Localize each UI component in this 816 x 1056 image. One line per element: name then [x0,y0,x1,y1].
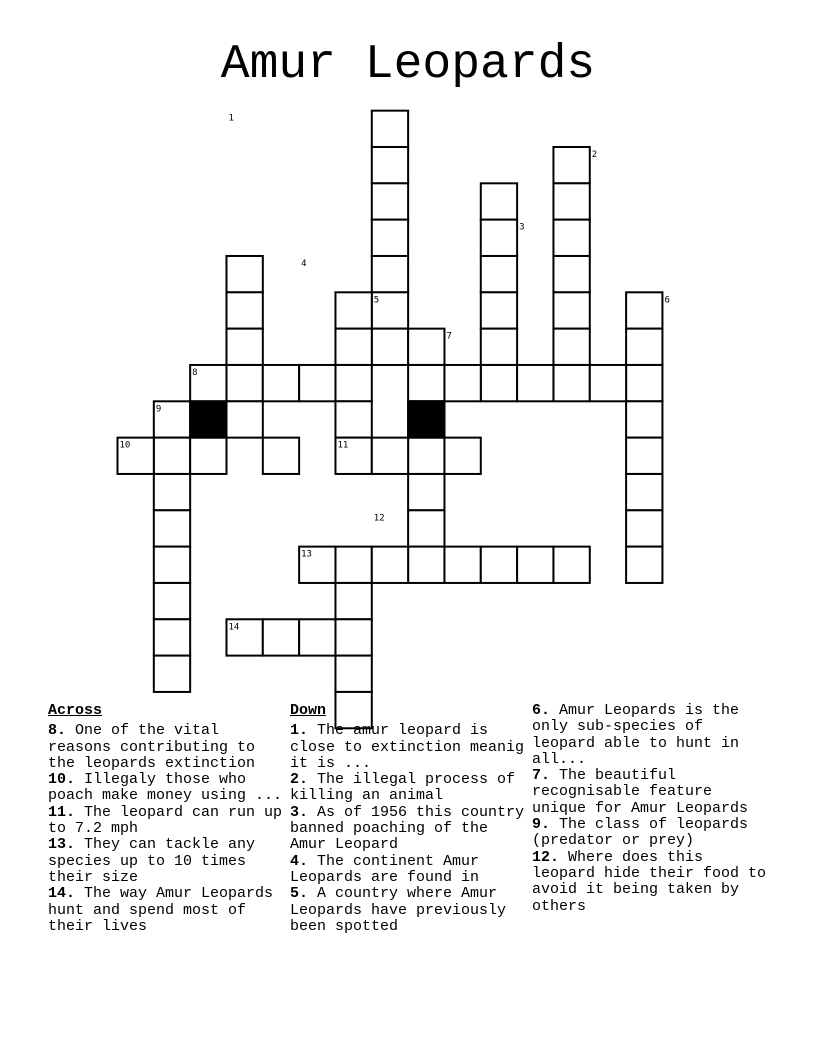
clue-across-8: 8. One of the vital reasons contributing to the leopards extinction [48,722,256,772]
grid-cell[interactable] [372,220,408,256]
grid-cell[interactable] [481,329,517,365]
grid-cell[interactable] [408,510,444,546]
grid-cell[interactable] [154,583,190,619]
grid-cell[interactable] [444,438,480,474]
grid-cell[interactable] [335,547,371,583]
grid-cell[interactable] [444,365,480,401]
clue-down-2: 2. The illegal process of killing an animal [290,771,516,805]
grid-cell[interactable] [553,329,589,365]
grid-cell[interactable] [372,147,408,183]
clue-across-13: 13. They can tackle any species up to 10 times their size [48,836,256,886]
down-heading: Down [290,702,327,719]
grid-cell[interactable] [226,365,262,401]
grid-cell[interactable] [626,329,662,365]
grid-cell[interactable] [335,583,371,619]
grid-cell[interactable] [626,401,662,437]
grid-cell[interactable] [335,656,371,692]
across-heading: Across [48,702,103,719]
grid-cell[interactable] [335,401,371,437]
down-clues-column-2 [532,703,768,915]
clue-down-1: 1. The amur leopard is close to extinction meanig it is ... [290,722,525,772]
grid-cell[interactable] [408,329,444,365]
cell-number: 3 [519,222,525,233]
clue-across-10: 10. Illegaly those who poach make money using ... [48,771,283,805]
cell-number: 6 [664,295,670,306]
grid-cell[interactable] [335,292,371,328]
grid-cell[interactable] [335,619,371,655]
grid-cell[interactable] [626,547,662,583]
grid-cell[interactable] [408,365,444,401]
grid-cell[interactable] [299,365,335,401]
grid-cell[interactable] [553,547,589,583]
grid-cell[interactable] [299,619,335,655]
grid-cell[interactable] [154,438,190,474]
grid-cell[interactable] [444,547,480,583]
cell-number: 8 [192,367,198,378]
grid-cell[interactable] [335,365,371,401]
grid-cell[interactable] [154,474,190,510]
grid-cell[interactable] [372,183,408,219]
clue-across-11: 11. The leopard can run up to 7.2 mph [48,803,283,838]
cell-number: 7 [446,331,452,342]
grid-cell[interactable] [517,547,553,583]
grid-cell[interactable] [263,365,299,401]
grid-cell[interactable] [372,547,408,583]
grid-cell[interactable] [263,619,299,655]
across-clues [48,703,284,935]
black-cell [190,401,226,437]
cell-number: 2 [591,149,598,160]
clue-across-14: 14. The way Amur Leopards hunt and spend most of their lives [48,885,274,935]
grid-cell[interactable] [335,329,371,365]
grid-cell[interactable] [553,183,589,219]
grid-cell[interactable] [154,547,190,583]
grid-cell[interactable] [481,292,517,328]
black-cell [408,401,444,437]
grid-cell[interactable] [626,365,662,401]
grid-cell[interactable] [553,292,589,328]
grid-cell[interactable] [553,256,589,292]
grid-cell[interactable] [372,111,408,147]
clue-down-7: 7. The beautiful recognisable feature unique for Amur Leopards [532,767,749,817]
grid-cell[interactable] [626,474,662,510]
grid-cell[interactable] [553,220,589,256]
clue-down-12: 12. Where does this leopard hide their food to avoid it being taken by others [532,848,767,915]
clue-down-5: 5. A country where Amur Leopards have previously been spotted [290,885,507,935]
grid-cell[interactable] [408,547,444,583]
grid-cell[interactable] [190,438,226,474]
grid-cell[interactable] [154,510,190,546]
grid-cell[interactable] [553,365,589,401]
grid-cell[interactable] [408,474,444,510]
grid-cell[interactable] [226,292,262,328]
grid-cell[interactable] [590,365,626,401]
grid-cell[interactable] [408,438,444,474]
cell-number: 10 [119,440,131,451]
cell-number: 14 [228,622,240,633]
grid-cell[interactable] [372,256,408,292]
grid-cell[interactable] [626,510,662,546]
cell-number: 13 [301,549,312,560]
grid-cell[interactable] [626,292,662,328]
grid-cell[interactable] [372,329,408,365]
grid-cell[interactable] [154,656,190,692]
clue-down-3: 3. As of 1956 this country banned poaching of the Amur Leopard [290,803,525,854]
puzzle-title: Amur Leopards [220,38,596,92]
cell-number: 11 [337,440,349,451]
grid-cell[interactable] [226,401,262,437]
cell-number: 9 [155,404,162,415]
grid-cell[interactable] [517,365,553,401]
grid-cell[interactable] [626,438,662,474]
clue-down-9: 9. The class of leopards (predator or prey) [532,816,749,850]
grid-cell[interactable] [226,329,262,365]
cell-number: 5 [373,295,380,306]
cell-number: 4 [301,258,307,269]
cell-number: 1 [228,113,234,124]
grid-cell[interactable] [481,547,517,583]
grid-cell[interactable] [481,256,517,292]
clue-down-4: 4. The continent Amur Leopards are found in [290,852,480,886]
grid-cell[interactable] [263,438,299,474]
cell-number: 12 [373,513,385,524]
grid-cell[interactable] [372,438,408,474]
down-clues-column-1 [290,703,526,935]
grid-cell[interactable] [481,365,517,401]
grid-cell[interactable] [154,619,190,655]
grid-cell[interactable] [481,220,517,256]
grid-cell[interactable] [226,256,262,292]
grid-cell[interactable] [481,183,517,219]
clue-down-6: 6. Amur Leopards is the only sub-species of leopard able to hunt in all... [532,702,740,768]
grid-cell[interactable] [553,147,589,183]
